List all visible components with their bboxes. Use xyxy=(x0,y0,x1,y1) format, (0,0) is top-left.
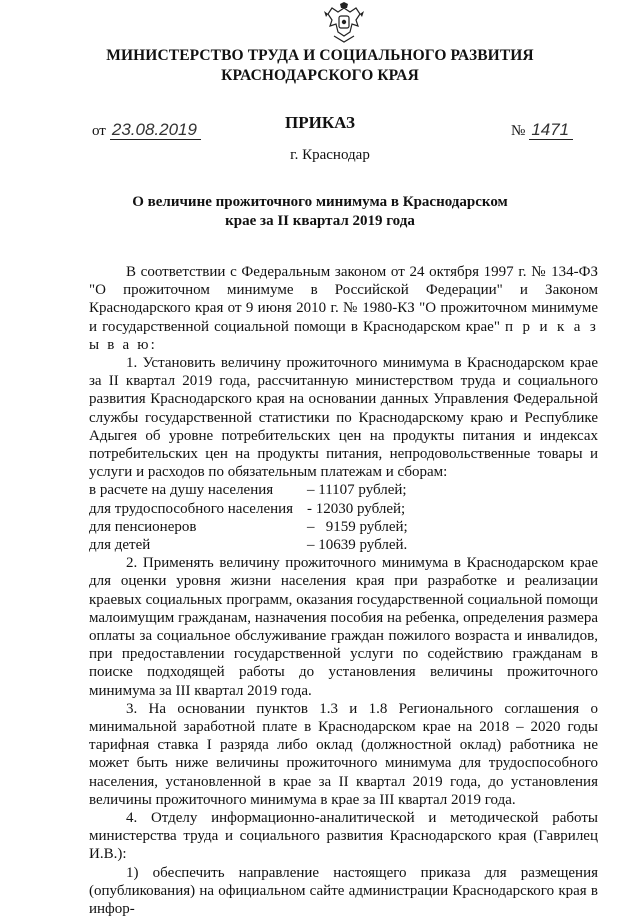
rate-label: для пенсионеров xyxy=(89,518,197,535)
ministry-name xyxy=(0,46,640,86)
prikazyvayu-word: п р и к а з ы в а ю: xyxy=(89,318,599,353)
subsistence-rates-list xyxy=(89,481,598,554)
intro-paragraph xyxy=(89,263,598,354)
ministry-line-2: КРАСНОДАРСКОГО КРАЯ xyxy=(221,67,419,84)
subject-line-2: крае за II квартал 2019 года xyxy=(225,213,415,229)
order-title: ПРИКАЗ xyxy=(285,113,355,132)
date-prefix: от xyxy=(92,123,106,139)
order-number xyxy=(511,120,573,140)
number-prefix: № xyxy=(511,123,526,139)
rate-value: – 11107 рублей; xyxy=(307,482,407,499)
rate-value: – 10639 рублей. xyxy=(307,537,408,553)
order-body xyxy=(89,263,598,918)
intro-text: В соответствии с Федеральным законом от 24 октября 1997 г. № 134-ФЗ "О прожиточном минимуме в Российской Федерации" и Законом Краснодарского края от 9 июня 2010 г. № 1980-КЗ "О прожиточном минимуме и государственной социальной помощи в Краснодарском крае" xyxy=(89,264,598,335)
coat-of-arms-emblem xyxy=(324,2,364,44)
date-handwritten: 23.08.2019 xyxy=(110,120,201,140)
subject-line-1: О величине прожиточного минимума в Краснодарском xyxy=(132,194,508,210)
city: г. Краснодар xyxy=(290,147,370,163)
rate-label: в расчете на душу населения xyxy=(89,482,274,499)
item-2: 2. Применять величину прожиточного минимума в Краснодарском крае для оценки уровня жизни населения края при разработке и реализации краевых социальных программ, оказания государственной социальной помощи малоимущим гражданам, назначения пособия на ребенка, определения размера оплаты за социальное обслуживание граждан пожилого возраста и инвалидов, при предоставлении государственной услуги по содействию гражданам в поиске подходящей работы до установления величины прожиточного минимума за III квартал 2019 года. xyxy=(89,555,598,699)
item-4: 4. Отделу информационно-аналитической и методической работы министерства труда и социального развития Краснодарского края (Гаврилец И.В.): xyxy=(89,810,598,863)
rate-row xyxy=(89,500,598,518)
number-handwritten: 1471 xyxy=(529,120,573,140)
item-3: 3. На основании пунктов 1.3 и 1.8 Регионального соглашения о минимальной заработной плате в Краснодарском крае на 2018 – 2020 годы тарифная ставка I разряда либо оклад (должностной оклад) работника не может быть ниже величины прожиточного минимума для трудоспособного населения, установленной в крае за II квартал 2019 года, до установления величины прожиточного минимума в крае за III квартал 2019 года. xyxy=(89,700,598,808)
rate-label: для трудоспособного населения xyxy=(89,500,294,517)
rate-row xyxy=(89,536,598,554)
rate-label: для детей xyxy=(89,537,151,553)
rate-value: – 9159 рублей; xyxy=(307,518,408,535)
order-date xyxy=(92,120,201,140)
rate-row xyxy=(89,481,598,499)
rate-row xyxy=(89,518,598,536)
item-4-1: 1) обеспечить направление настоящего приказа для размещения (опубликования) на официальном сайте администрации Краснодарского края в инфор- xyxy=(89,864,598,918)
order-subject xyxy=(0,193,640,231)
item-1: 1. Установить величину прожиточного минимума в Краснодарском крае за II квартал 2019 года, рассчитанную министерством труда и социального развития Краснодарского края на основании данных Управления Федеральной службы государственной статистики по Краснодарскому краю и Республике Адыгея об уровне потребительских цен на продукты питания и индексах потребительских цен на продукты питания, непродовольственные товары и услуги и расходов по обязательным платежам и сборам: xyxy=(89,355,598,481)
rate-value: - 12030 рублей; xyxy=(307,500,406,517)
ministry-line-1: МИНИСТЕРСТВО ТРУДА И СОЦИАЛЬНОГО РАЗВИТИЯ xyxy=(106,47,534,64)
